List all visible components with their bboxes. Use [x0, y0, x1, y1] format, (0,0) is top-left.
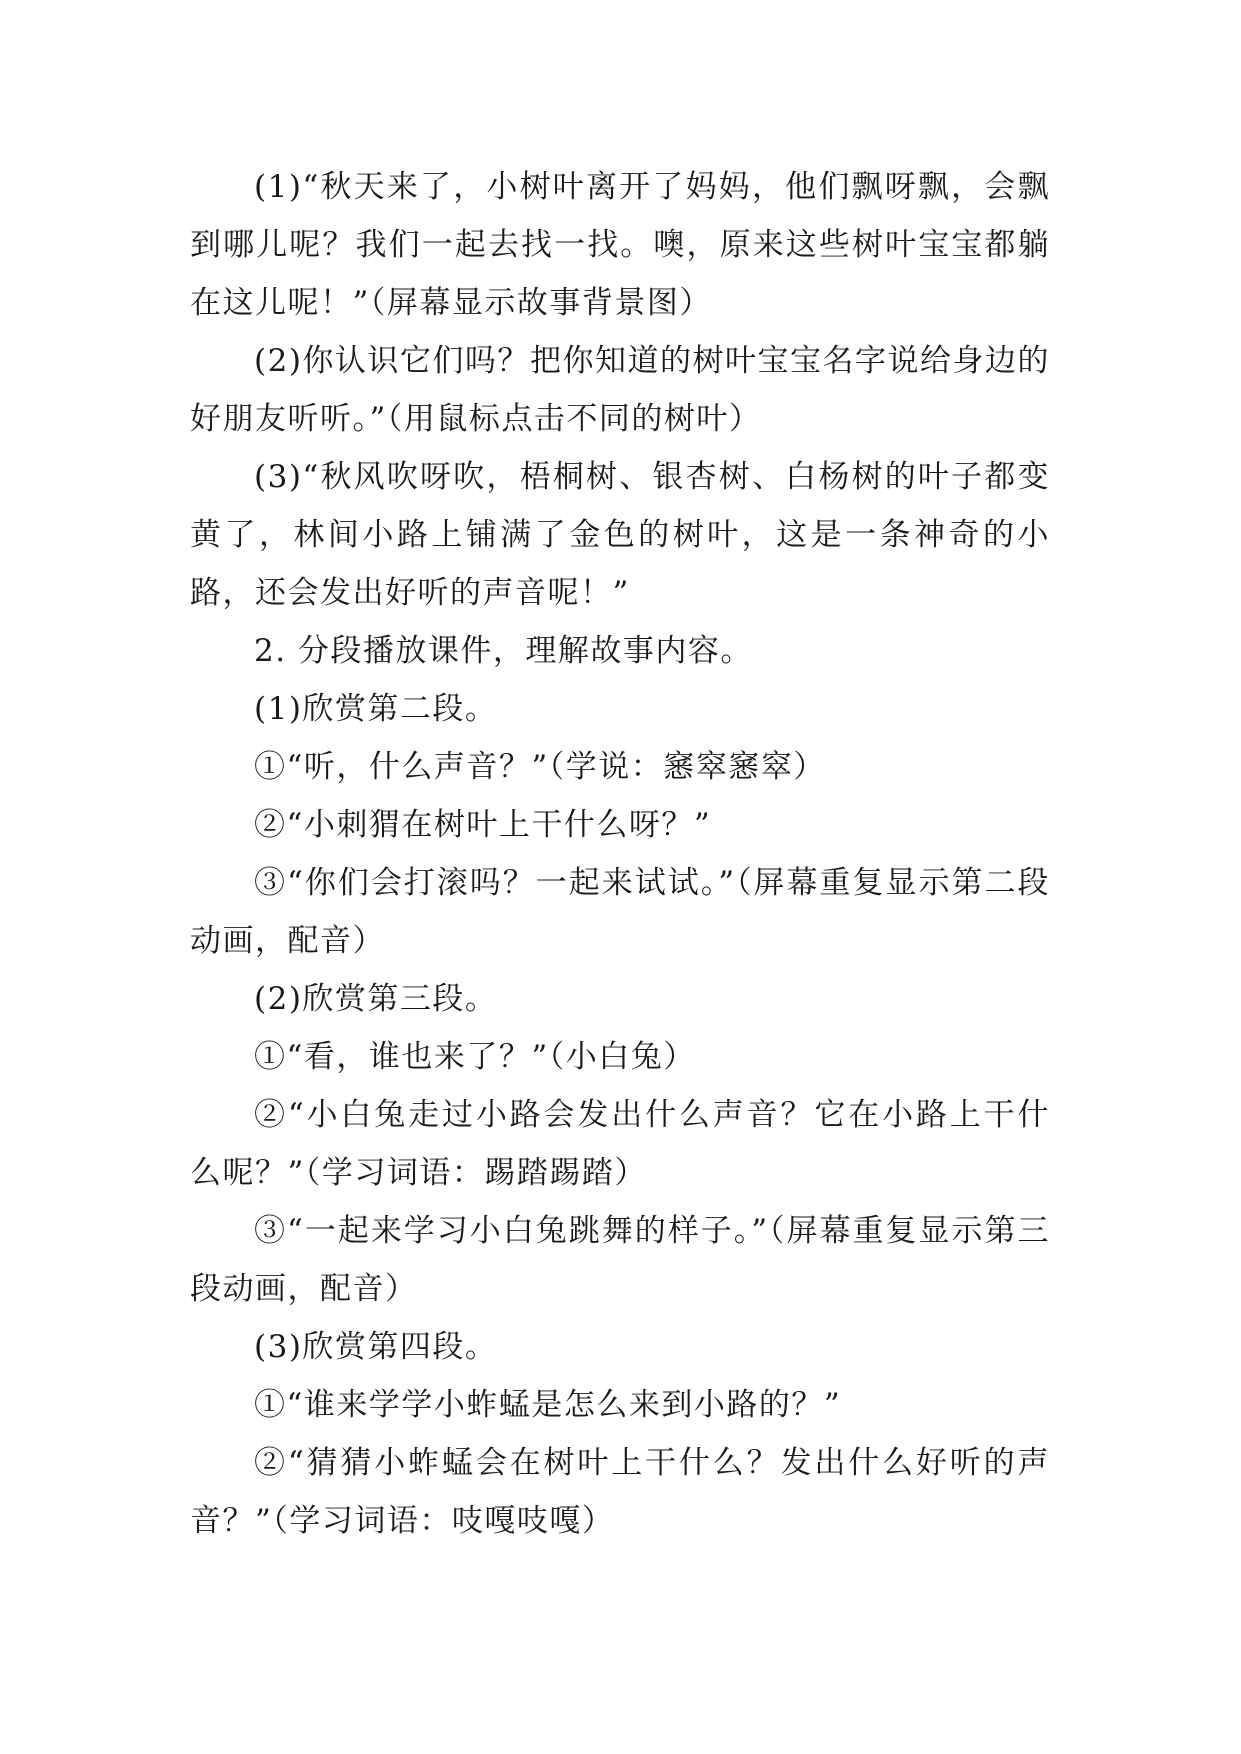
- paragraph-section-four-q1: ①“谁来学学小蚱蜢是怎么来到小路的？”: [254, 1387, 842, 1423]
- paragraph-section-three-heading: (2)欣赏第三段。: [254, 981, 498, 1017]
- paragraph-section-three-q1: ①“看，谁也来了？”（小白兔）: [254, 1039, 696, 1075]
- paragraph-section-two-q1: ①“听，什么声音？”（学说：窸窣窸窣）: [254, 749, 826, 785]
- paragraph-intro-story: (1)“秋天来了，小树叶离开了妈妈，他们飘呀飘，会飘到哪儿呢？我们一起去找一找。噢，原来这些树叶宝宝都躺在这儿呢！”（屏幕显示故事背景图）: [190, 169, 1050, 321]
- paragraph-section-three-q2: ②“小白兔走过小路会发出什么声音？它在小路上干什么呢？”（学习词语：踢踏踢踏）: [190, 1097, 1050, 1191]
- paragraph-section-four-heading: (3)欣赏第四段。: [254, 1329, 498, 1365]
- document-body: [190, 158, 1050, 1550]
- paragraph-name-leaves: (2)你认识它们吗？把你知道的树叶宝宝名字说给身边的好朋友听听。”（用鼠标点击不同的树叶）: [190, 343, 1050, 437]
- paragraph-step-2: 2. 分段播放课件，理解故事内容。: [254, 633, 753, 669]
- paragraph-section-two-q3: ③“你们会打滚吗？一起来试试。”（屏幕重复显示第二段动画，配音）: [190, 865, 1050, 959]
- paragraph-section-four-q2: ②“猜猜小蚱蜢会在树叶上干什么？发出什么好听的声音？”（学习词语：吱嘎吱嘎）: [190, 1445, 1050, 1539]
- paragraph-section-three-q3: ③“一起来学习小白兔跳舞的样子。”（屏幕重复显示第三段动画，配音）: [190, 1213, 1050, 1307]
- paragraph-section-two-heading: (1)欣赏第二段。: [254, 691, 498, 727]
- paragraph-magic-road: (3)“秋风吹呀吹，梧桐树、银杏树、白杨树的叶子都变黄了，林间小路上铺满了金色的树叶，这是一条神奇的小路，还会发出好听的声音呢！”: [190, 459, 1050, 611]
- paragraph-section-two-q2: ②“小刺猬在树叶上干什么呀？”: [254, 807, 712, 843]
